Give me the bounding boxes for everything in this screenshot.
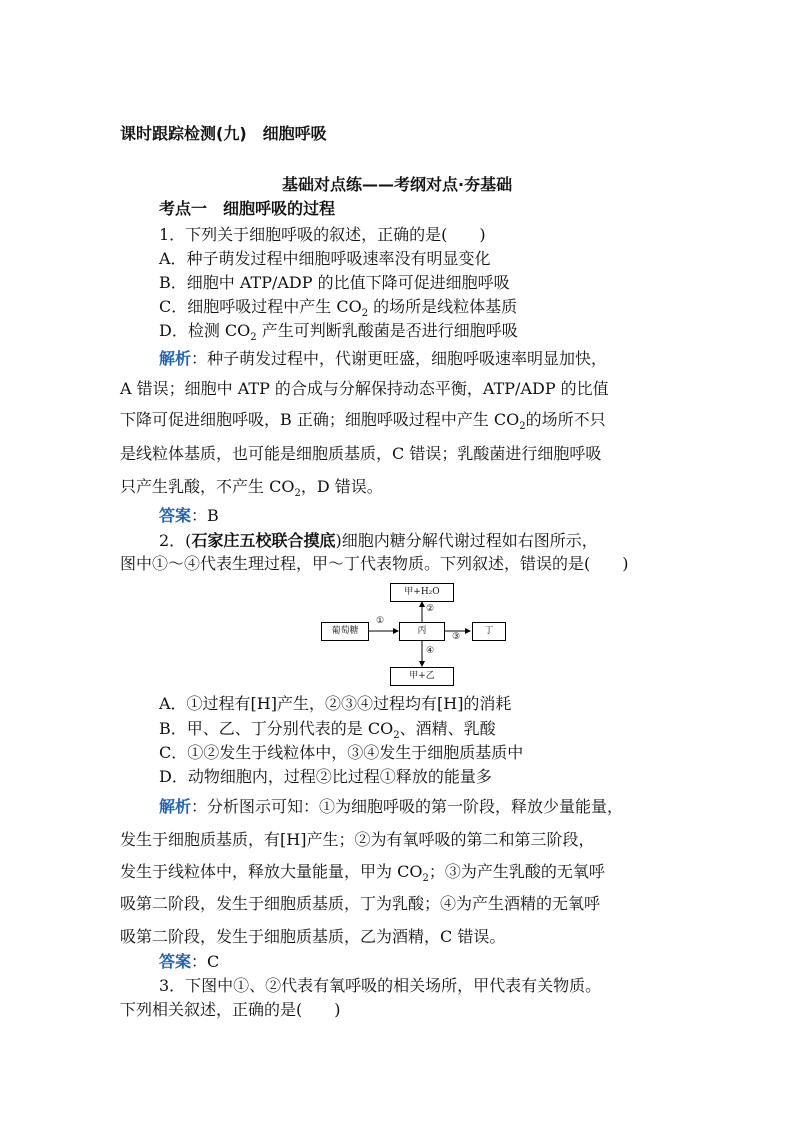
q1-analysis-line-4: 是线粒体基质，也可能是细胞质基质，C 错误；乳酸菌进行细胞呼吸 bbox=[120, 444, 602, 463]
q2-stem-line-1: 2．(石家庄五校联合摸底)细胞内糖分解代谢过程如右图所示， bbox=[159, 531, 598, 550]
q1-analysis-line-2: A 错误；细胞中 ATP 的合成与分解保持动态平衡，ATP/ADP 的比值 bbox=[120, 379, 609, 398]
node-right: 丁 bbox=[472, 622, 506, 641]
q2-source: 石家庄五校联合摸底 bbox=[191, 531, 336, 550]
q2-analysis-line-5: 吸第二阶段，发生于细胞质基质，乙为酒精，C 错误。 bbox=[120, 927, 506, 946]
q2-option-d: D．动物细胞内，过程②比过程①释放的能量多 bbox=[159, 767, 492, 786]
analysis-label: 解析 bbox=[159, 797, 192, 816]
q1-option-a: A．种子萌发过程中细胞呼吸速率没有明显变化 bbox=[159, 249, 491, 268]
q2-option-a: A．①过程有[H]产生，②③④过程均有[H]的消耗 bbox=[159, 694, 512, 713]
node-center: 丙 bbox=[399, 622, 445, 641]
q2-analysis-line-3: 发生于线粒体中，释放大量能量，甲为 $CO_2$；③为产生乳酸的无氧呼 bbox=[120, 862, 605, 885]
q3-stem-line-2: 下列相关叙述，正确的是( ) bbox=[120, 1000, 341, 1019]
q2-stem-line-2: 图中①～④代表生理过程，甲～丁代表物质。下列叙述，错误的是( ) bbox=[120, 554, 629, 573]
q2-analysis-line-2: 发生于细胞质基质，有[H]产生；②为有氧呼吸的第二和第三阶段， bbox=[120, 830, 595, 849]
q2-option-c: C．①②发生于线粒体中，③④发生于细胞质基质中 bbox=[159, 743, 524, 762]
q1-answer: 答案：B bbox=[159, 506, 219, 525]
metabolism-diagram bbox=[318, 580, 508, 690]
page-title: 课时跟踪检测(九) 细胞呼吸 bbox=[120, 124, 327, 143]
q2-option-b: B．甲、乙、丁分别代表的是 $CO_2$、酒精、乳酸 bbox=[159, 719, 496, 742]
q1-analysis-line-1: 解析：种子萌发过程中，代谢更旺盛，细胞呼吸速率明显加快， bbox=[159, 349, 608, 368]
label-step2: ② bbox=[426, 604, 435, 614]
label-step1: ① bbox=[376, 616, 385, 626]
analysis-label: 解析 bbox=[159, 349, 192, 368]
node-bottom: 甲+乙 bbox=[390, 667, 454, 686]
topic-heading: 考点一 细胞呼吸的过程 bbox=[159, 199, 336, 218]
q2-analysis-line-1: 解析：分析图示可知：①为细胞呼吸的第一阶段，释放少量能量， bbox=[159, 797, 624, 816]
label-step3: ③ bbox=[452, 632, 461, 642]
q1-option-d: D．检测 $CO_2$ 产生可判断乳酸菌是否进行细胞呼吸 bbox=[159, 321, 518, 344]
q1-option-b: B．细胞中 ATP/ADP 的比值下降可促进细胞呼吸 bbox=[159, 273, 510, 292]
q3-stem-line-1: 3．下图中①、②代表有氧呼吸的相关场所，甲代表有关物质。 bbox=[159, 976, 602, 995]
section-heading: 基础对点练——考纲对点·夯基础 bbox=[282, 175, 513, 194]
q1-analysis-line-3: 下降可促进细胞呼吸，B 正确；细胞呼吸过程中产生 $CO_2$的场所不只 bbox=[120, 410, 606, 433]
answer-label: 答案 bbox=[159, 952, 192, 971]
q1-analysis-line-5: 只产生乳酸，不产生 $CO_2$，D 错误。 bbox=[120, 477, 383, 500]
q2-analysis-line-4: 吸第二阶段，发生于细胞质基质，丁为乳酸；④为产生酒精的无氧呼 bbox=[120, 894, 601, 913]
q1-option-c: C．细胞呼吸过程中产生 $CO_2$ 的场所是线粒体基质 bbox=[159, 297, 518, 320]
node-glucose: 葡萄糖 bbox=[321, 622, 369, 641]
q2-answer: 答案：C bbox=[159, 952, 220, 971]
node-top: 甲+H₂O bbox=[390, 583, 454, 602]
answer-label: 答案 bbox=[159, 506, 192, 525]
q1-stem: 1．下列关于细胞呼吸的叙述，正确的是( ) bbox=[159, 225, 486, 244]
label-step4: ④ bbox=[426, 646, 435, 656]
